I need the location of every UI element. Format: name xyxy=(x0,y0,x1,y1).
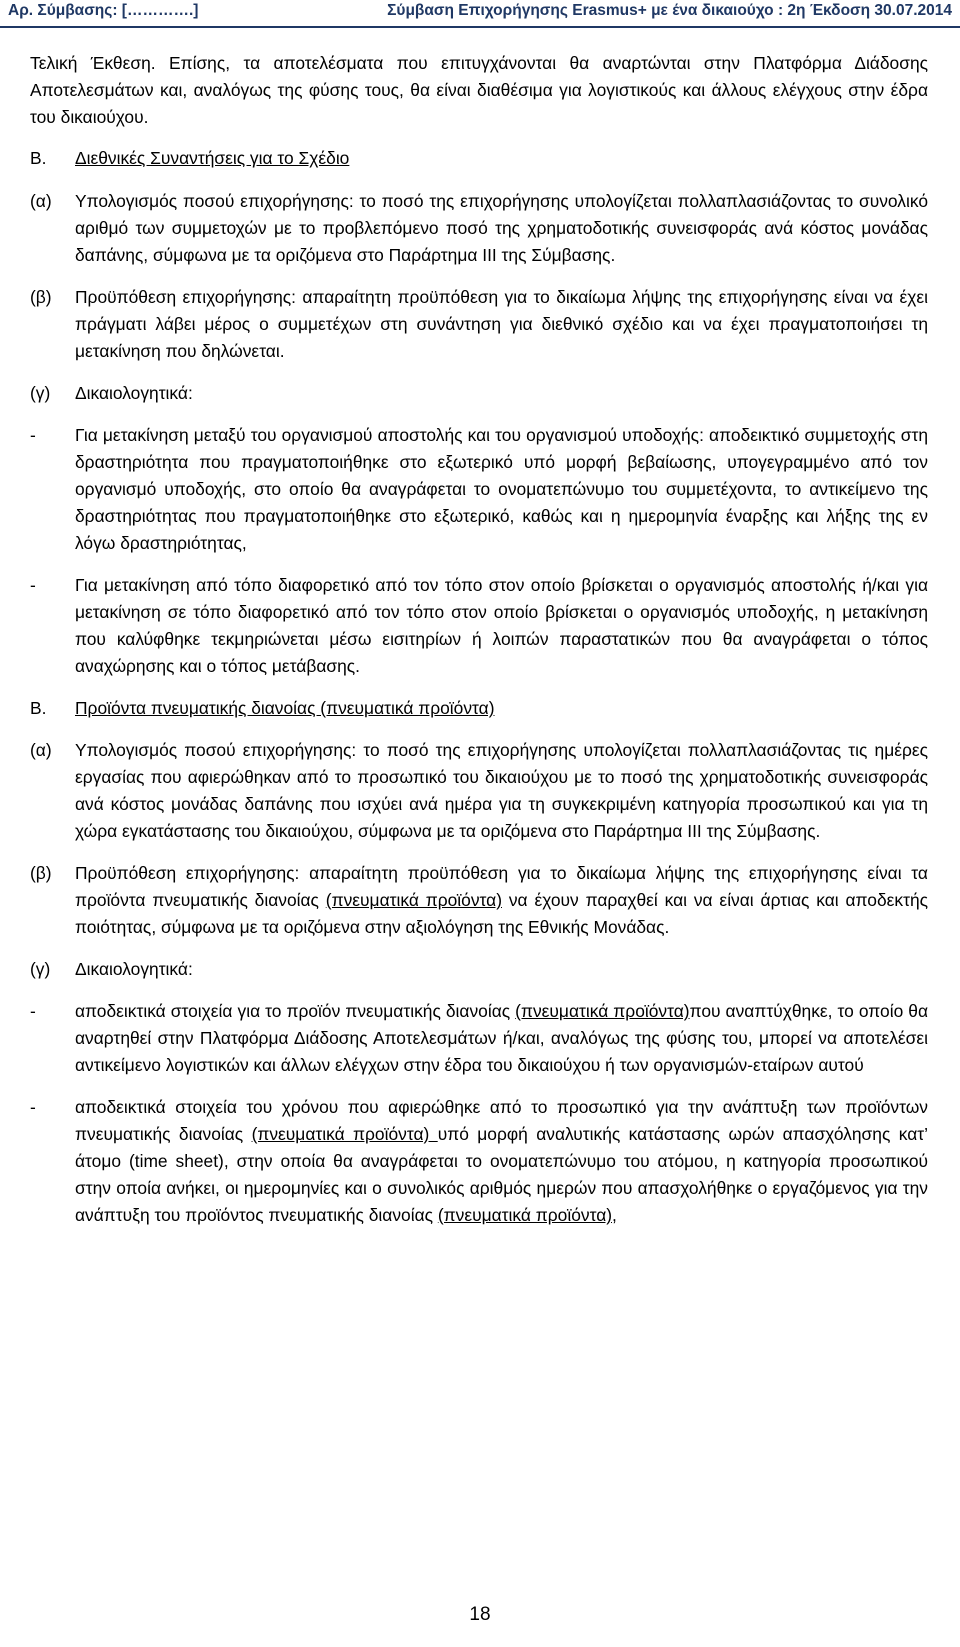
underlined-term: (πνευματικά προϊόντα) xyxy=(251,1124,438,1144)
item-label: (γ) xyxy=(30,383,51,403)
section-title: Προϊόντα πνευματικής διανοίας (πνευματικά προϊόντα) xyxy=(75,698,495,718)
page-number: 18 xyxy=(469,1604,491,1625)
text-run: αποδεικτικά στοιχεία για το προϊόν πνευματικής διανοίας xyxy=(75,1001,516,1021)
item-text: Προϋπόθεση επιχορήγησης: απαραίτητη προϋπόθεση για το δικαίωμα λήψης της επιχορήγησης είναι να έχει πράγματι λάβει μέρος ο συμμετέχων στη συνάντηση για διεθνικό σχέδιο και να έχει πραγματοποιήσει τη μετακίνηση που δηλώνεται. xyxy=(75,287,928,361)
text-run: που αναπτύχθηκε, το οποίο θα αναρτηθεί στην Πλατφόρμα Διάδοσης Αποτελεσμάτων ή/και, αναλόγως της φύσης του, μπορεί να αποτελέσει αντικείμενο λογιστικών και άλλων ελέγχων στην έδρα του δικαιούχου ή των οργανισμών-εταίρων αυτού xyxy=(75,1001,929,1075)
text-run: υπό μορφή αναλυτικής κατάστασης ωρών απασχόλησης κατ’ άτομο (time sheet), στην οποία θα αναγράφεται το ονοματεπώνυμο του ατόμου, η κατηγορία προσωπικού στην οποία ανήκει, οι ημερομηνίες και ο συνολικός αριθμός ημερών που απασχολήθηκε ο εργαζόμενος για την ανάπτυξη του προϊόντος πνευματικής διανοίας xyxy=(75,1124,928,1225)
item-text: Δικαιολογητικά: xyxy=(75,959,193,979)
item-text: Υπολογισμός ποσού επιχορήγησης: το ποσό της επιχορήγησης υπολογίζεται πολλαπλασιάζοντας το συνολικό αριθμό των συμμετοχών με το προβλεπόμενο ποσό της χρηματοδοτικής συνεισφοράς ανά κόστος μονάδας δαπάνης, σύμφωνα με τα οριζόμενα στο Παράρτημα III της Σύμβασης. xyxy=(75,191,928,265)
meetings-bullet-2 xyxy=(30,572,928,680)
text-run: να έχουν παραχθεί και να είναι άρτιας και αποδεκτής ποιότητας, σύμφωνα με τα οριζόμενα στην αξιολόγηση της Εθνικής Μονάδας. xyxy=(75,890,929,937)
item-label: (α) xyxy=(30,740,52,760)
bullet-dash: - xyxy=(30,575,36,595)
bullet-dash: - xyxy=(30,1001,36,1021)
document-body xyxy=(30,50,928,1229)
intro-paragraph: Τελική Έκθεση. Επίσης, τα αποτελέσματα που επιτυγχάνονται θα αναρτώνται στην Πλατφόρμα Διάδοσης Αποτελεσμάτων και, αναλόγως της φύσης τους, θα είναι διαθέσιμα για λογιστικούς και άλλους ελέγχους στην έδρα του δικαιούχου. xyxy=(30,53,928,127)
underlined-term: (πνευματικά προϊόντα) xyxy=(325,890,502,910)
text-run: αποδεικτικά στοιχεία του χρόνου που αφιερώθηκε από το προσωπικό για την ανάπτυξη των προϊόντων πνευματικής διανοίας xyxy=(75,1097,928,1144)
outputs-item-a xyxy=(30,737,928,845)
section-title: Διεθνικές Συναντήσεις για το Σχέδιο xyxy=(75,148,350,168)
outputs-bullet-1 xyxy=(30,998,928,1079)
page-header xyxy=(0,0,960,28)
meetings-item-c xyxy=(30,380,928,407)
contract-number-label: Αρ. Σύμβασης: [………….] xyxy=(8,2,199,19)
outputs-item-c xyxy=(30,956,928,983)
bullet-text: Για μετακίνηση μεταξύ του οργανισμού αποστολής και του οργανισμού υποδοχής: αποδεικτικό συμμετοχής στη δραστηριότητα που πραγματοποιήθηκε στο εξωτερικό υπό μορφή βεβαίωσης, υπογεγραμμένο από τον οργανισμό υποδοχής, στο οποίο θα αναγράφεται το ονοματεπώνυμο του συμμετέχοντα, το αντικείμενο της δραστηριότητας που πραγματοποιήθηκε στο εξωτερικό, καθώς και η ημερομηνία έναρξης και λήξης της εν λόγω δραστηριότητας, xyxy=(75,425,928,553)
item-label: (γ) xyxy=(30,959,51,979)
meetings-item-a xyxy=(30,188,928,269)
underlined-term: (πνευματικά προϊόντα), xyxy=(437,1205,617,1225)
bullet-text xyxy=(75,1094,928,1229)
bullet-dash: - xyxy=(30,425,36,445)
outputs-item-b xyxy=(30,860,928,941)
meetings-bullet-1 xyxy=(30,422,928,557)
section-marker: Β. xyxy=(30,698,47,718)
meetings-item-b xyxy=(30,284,928,365)
section-marker: Β. xyxy=(30,148,47,168)
section-heading-meetings xyxy=(30,145,928,172)
underlined-term: (πνευματικά προϊόντα) xyxy=(515,1001,690,1021)
item-text xyxy=(75,860,928,941)
section-heading-intellectual-outputs xyxy=(30,695,928,722)
item-label: (β) xyxy=(30,863,52,883)
item-text: Δικαιολογητικά: xyxy=(75,383,193,403)
bullet-text xyxy=(75,998,928,1079)
bullet-text: Για μετακίνηση από τόπο διαφορετικό από τον τόπο στον οποίο βρίσκεται ο οργανισμός αποστολής ή/και για μετακίνηση σε τόπο διαφορετικό από τον τόπο στον οποίο βρίσκεται ο οργανισμός υποδοχής, η μετακίνηση που καλύφθηκε τεκμηριώνεται μέσω εισιτηρίων ή λοιπών παραστατικών που θα αναγράφεται ο τόπος αναχώρησης και ο τόπος μετάβασης. xyxy=(75,575,928,676)
bullet-dash: - xyxy=(30,1097,36,1117)
item-label: (α) xyxy=(30,191,52,211)
text-run: Προϋπόθεση επιχορήγησης: απαραίτητη προϋπόθεση για το δικαίωμα λήψης της επιχορήγησης είναι τα προϊόντα πνευματικής διανοίας xyxy=(75,863,928,910)
outputs-bullet-2 xyxy=(30,1094,928,1229)
contract-title-label: Σύμβαση Επιχορήγησης Erasmus+ με ένα δικαιούχο : 2η Έκδοση 30.07.2014 xyxy=(387,2,952,19)
item-label: (β) xyxy=(30,287,52,307)
item-text: Υπολογισμός ποσού επιχορήγησης: το ποσό της επιχορήγησης υπολογίζεται πολλαπλασιάζοντας τις ημέρες εργασίας που αφιερώθηκαν από το προσωπικό του δικαιούχου με το ποσό της χρηματοδοτικής συνεισφοράς ανά κόστος μονάδας δαπάνης που ισχύει ανά ημέρα για τη συγκεκριμένη κατηγορία προσωπικού και για τη χώρα εγκατάστασης του δικαιούχου, σύμφωνα με τα οριζόμενα στο Παράρτημα III της Σύμβασης. xyxy=(75,740,928,841)
